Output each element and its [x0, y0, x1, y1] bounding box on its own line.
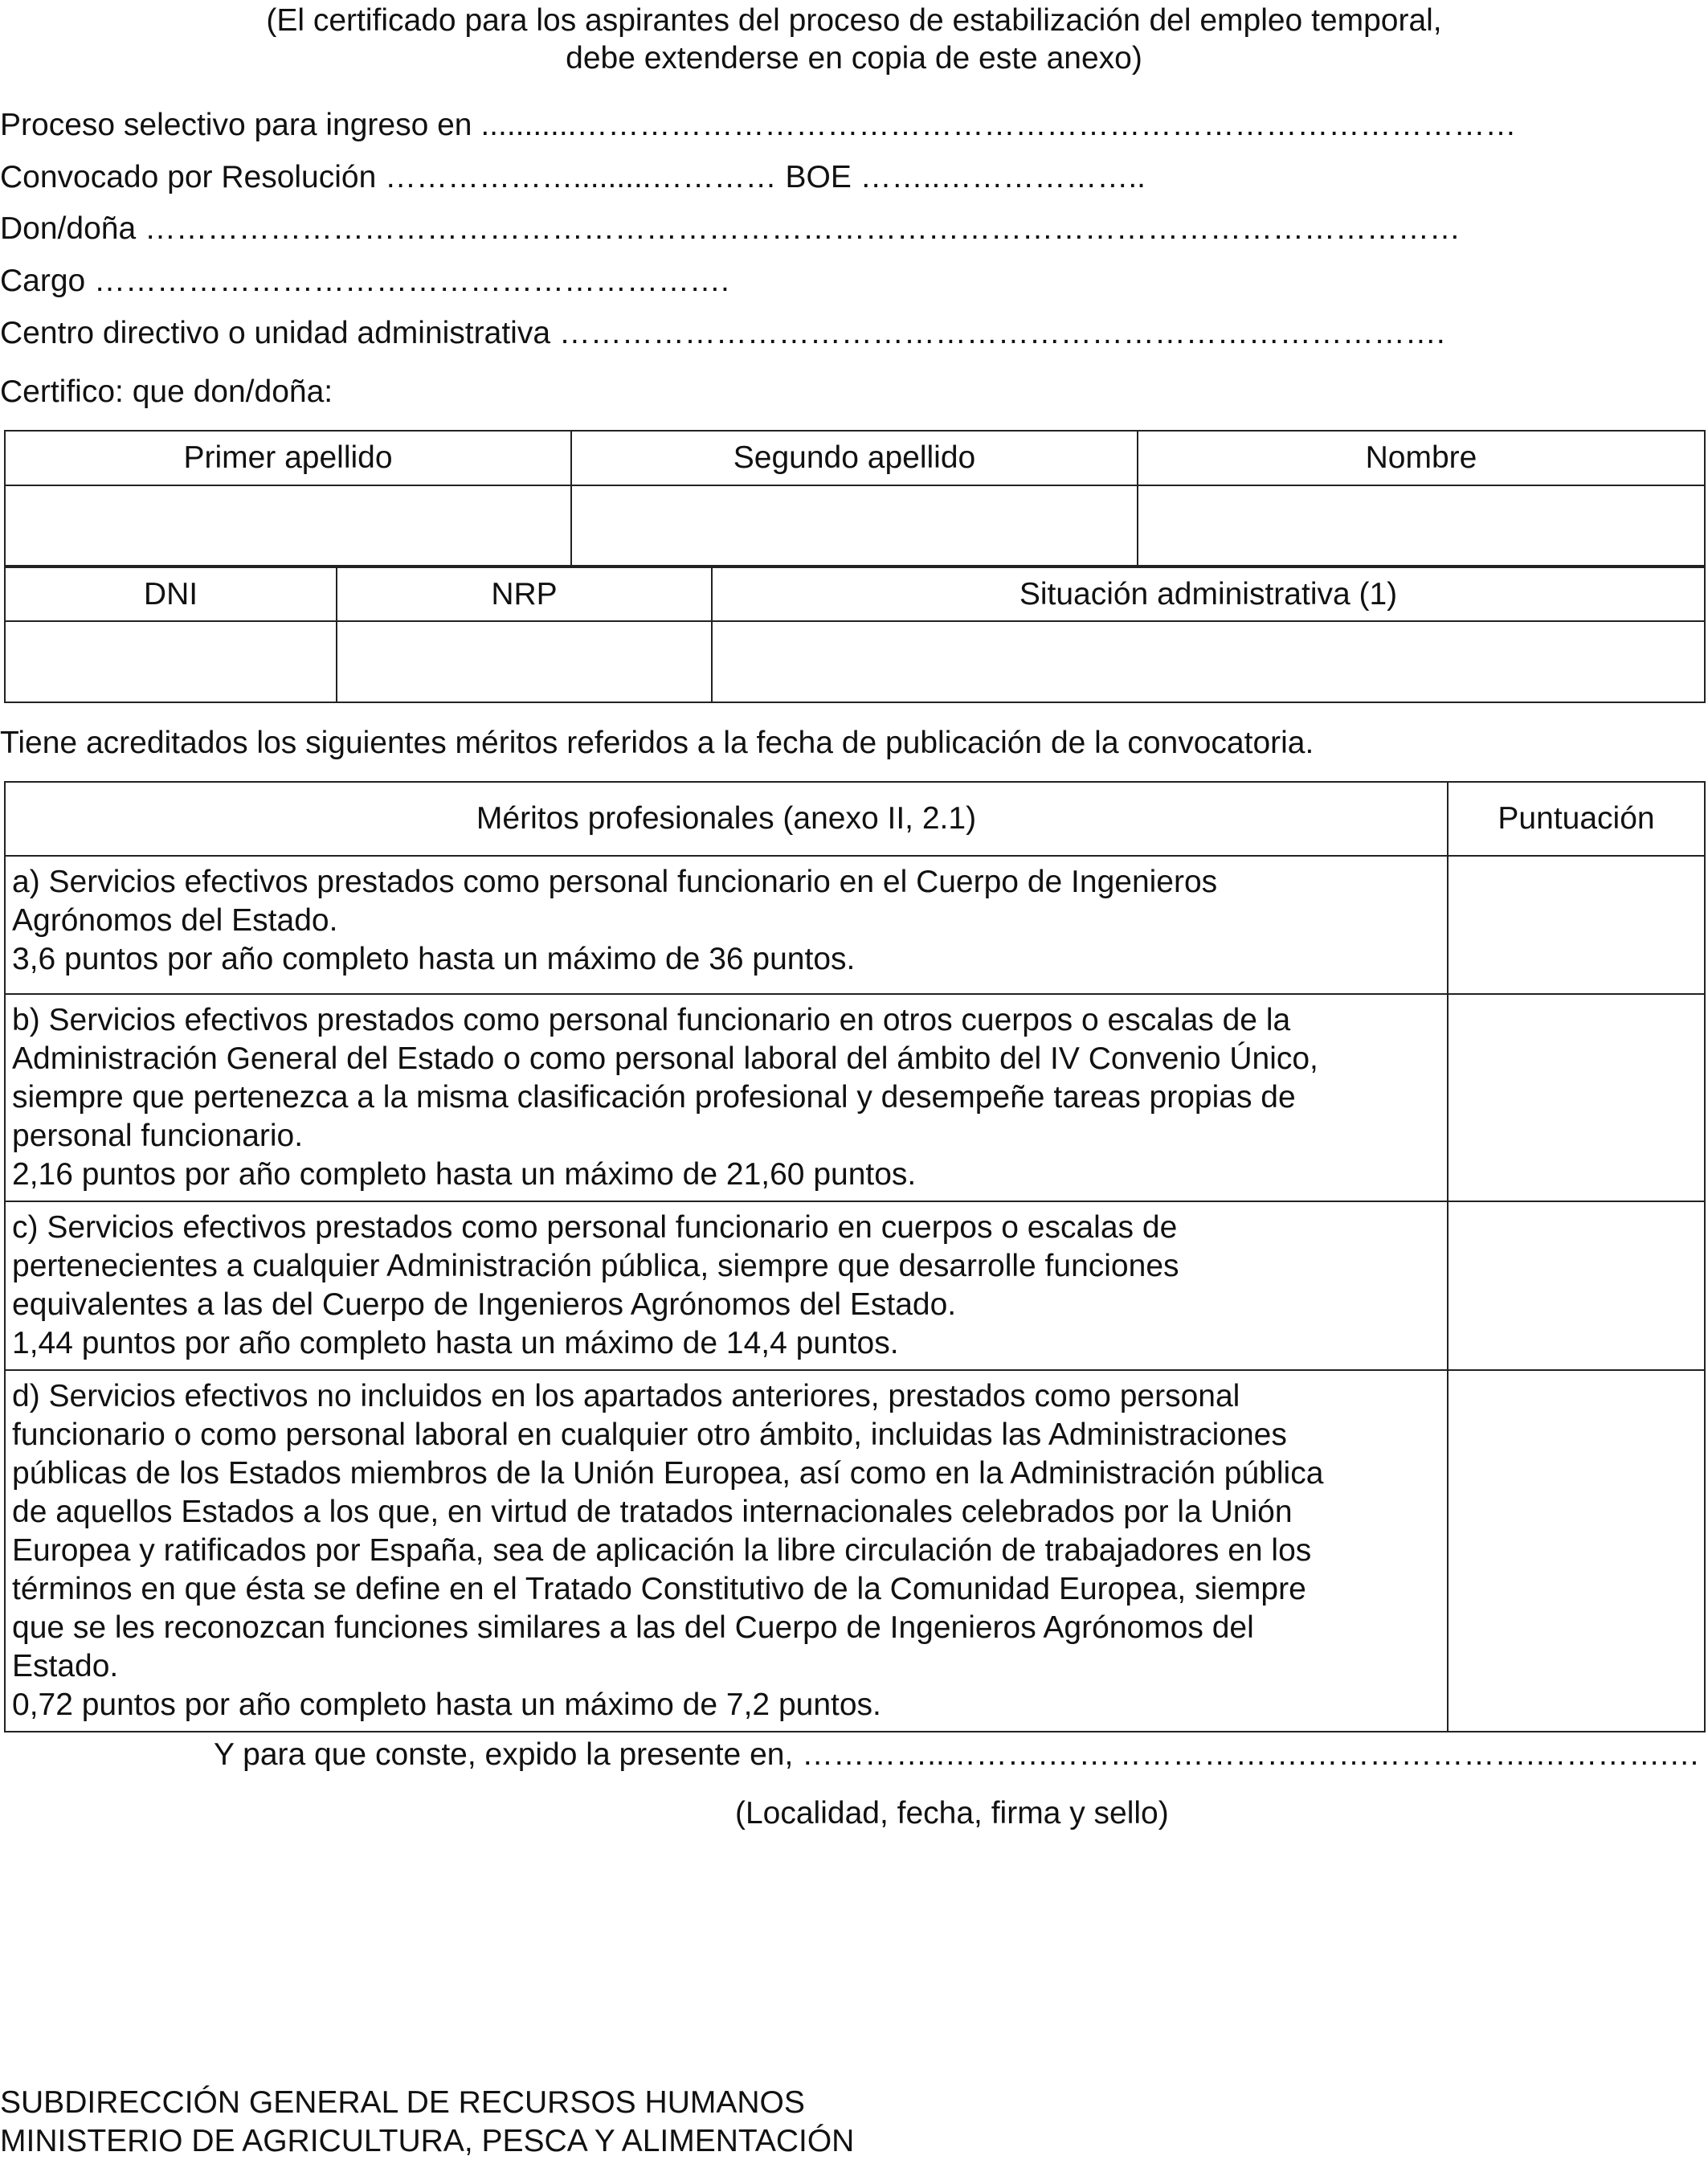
- merit-row-d: [5, 1370, 1448, 1732]
- merit-line: siempre que pertenezca a la misma clasificación profesional y desempeñe tareas propias de: [12, 1080, 1296, 1115]
- merit-line: que se les reconozcan funciones similares a las del Cuerpo de Ingenieros Agrónomos del: [12, 1610, 1254, 1645]
- merit-line: equivalentes a las del Cuerpo de Ingenieros Agrónomos del Estado.: [12, 1287, 957, 1322]
- header-primer-apellido: Primer apellido: [5, 431, 571, 485]
- merit-line: Administración General del Estado o como personal laboral del ámbito del IV Convenio Único,: [12, 1041, 1318, 1076]
- merit-line: a) Servicios efectivos prestados como personal funcionario en el Cuerpo de Ingenieros: [12, 865, 1218, 899]
- closing-statement: Y para que conste, expido la presente en, …………..……….…………………….………………….………….…: [214, 1737, 1701, 1772]
- dni-cell[interactable]: [5, 621, 337, 702]
- segundo-apellido-cell[interactable]: [571, 485, 1138, 566]
- score-cell-d[interactable]: [1448, 1370, 1705, 1732]
- certifico-text: Certifico: que don/doña:: [0, 374, 333, 409]
- merits-table: [4, 781, 1706, 1732]
- merits-intro: Tiene acreditados los siguientes méritos referidos a la fecha de publicación de la convocatoria.: [0, 726, 1314, 760]
- merit-row-a: [5, 856, 1448, 994]
- merit-line: b) Servicios efectivos prestados como personal funcionario en otros cuerpos o escalas de la: [12, 1003, 1291, 1037]
- instruction-note-line: (El certificado para los aspirantes del proceso de estabilización del empleo temporal,: [266, 3, 1442, 38]
- header-puntuacion: Puntuación: [1448, 782, 1705, 856]
- nrp-cell[interactable]: [337, 621, 712, 702]
- nombre-cell[interactable]: [1138, 485, 1705, 566]
- merit-line: pertenecientes a cualquier Administración pública, siempre que desarrolle funciones: [12, 1249, 1179, 1283]
- header-dni: DNI: [5, 567, 337, 621]
- merit-line: Europea y ratificados por España, sea de aplicación la libre circulación de trabajadores en los: [12, 1533, 1312, 1568]
- score-cell-b[interactable]: [1448, 994, 1705, 1201]
- field-proceso-selectivo: Proceso selectivo para ingreso en ...........………………………………………………………………………………: [0, 108, 1517, 142]
- merit-line: funcionario o como personal laboral en cualquier otro ámbito, incluidas las Administraciones: [12, 1417, 1287, 1452]
- merit-row-b: [5, 994, 1448, 1201]
- instruction-note-line: debe extenderse en copia de este anexo): [566, 41, 1142, 76]
- merit-line: 2,16 puntos por año completo hasta un máximo de 21,60 puntos.: [12, 1157, 917, 1192]
- score-cell-a[interactable]: [1448, 856, 1705, 994]
- merit-line: c) Servicios efectivos prestados como personal funcionario en cuerpos o escalas de: [12, 1210, 1178, 1245]
- primer-apellido-cell[interactable]: [5, 485, 571, 566]
- merit-line: d) Servicios efectivos no incluidos en los apartados anteriores, prestados como personal: [12, 1379, 1240, 1413]
- field-centro-directivo: Centro directivo o unidad administrativa ………………………………………………………………………….: [0, 316, 1445, 350]
- header-situacion-administrativa: Situación administrativa (1): [712, 567, 1705, 621]
- field-cargo: Cargo …………………………………………………….: [0, 264, 729, 298]
- score-cell-c[interactable]: [1448, 1201, 1705, 1370]
- identity-admin-table: [4, 567, 1706, 703]
- merit-line: 0,72 puntos por año completo hasta un máximo de 7,2 puntos.: [12, 1687, 881, 1722]
- merit-line: de aquellos Estados a los que, en virtud de tratados internacionales celebrados por la Unión: [12, 1495, 1293, 1529]
- header-meritos-profesionales: Méritos profesionales (anexo II, 2.1): [5, 782, 1448, 856]
- field-don-dona: Don/doña ………………………………………………………………………………………………………………: [0, 211, 1461, 246]
- signature-placeholder: (Localidad, fecha, firma y sello): [735, 1796, 1169, 1831]
- situacion-administrativa-cell[interactable]: [712, 621, 1705, 702]
- merit-line: personal funcionario.: [12, 1119, 304, 1153]
- merit-row-c: [5, 1201, 1448, 1370]
- footer-subdireccion: SUBDIRECCIÓN GENERAL DE RECURSOS HUMANOS: [0, 2085, 805, 2120]
- header-nombre: Nombre: [1138, 431, 1705, 485]
- identity-name-table: [4, 430, 1706, 567]
- instruction-note: [0, 2, 1708, 77]
- merit-line: 1,44 puntos por año completo hasta un máximo de 14,4 puntos.: [12, 1326, 899, 1360]
- merit-line: 3,6 puntos por año completo hasta un máximo de 36 puntos.: [12, 942, 856, 976]
- merit-line: Estado.: [12, 1649, 119, 1683]
- footer-ministerio: MINISTERIO DE AGRICULTURA, PESCA Y ALIMENTACIÓN: [0, 2124, 855, 2158]
- merit-line: términos en que ésta se define en el Tratado Constitutivo de la Comunidad Europea, siempre: [12, 1572, 1306, 1606]
- field-convocado-resolucion: Convocado por Resolución ……………….........………… BOE ……..………………..: [0, 160, 1146, 194]
- merit-line: Agrónomos del Estado.: [12, 903, 338, 938]
- merit-line: públicas de los Estados miembros de la Unión Europea, así como en la Administración pública: [12, 1456, 1324, 1491]
- header-nrp: NRP: [337, 567, 712, 621]
- header-segundo-apellido: Segundo apellido: [571, 431, 1138, 485]
